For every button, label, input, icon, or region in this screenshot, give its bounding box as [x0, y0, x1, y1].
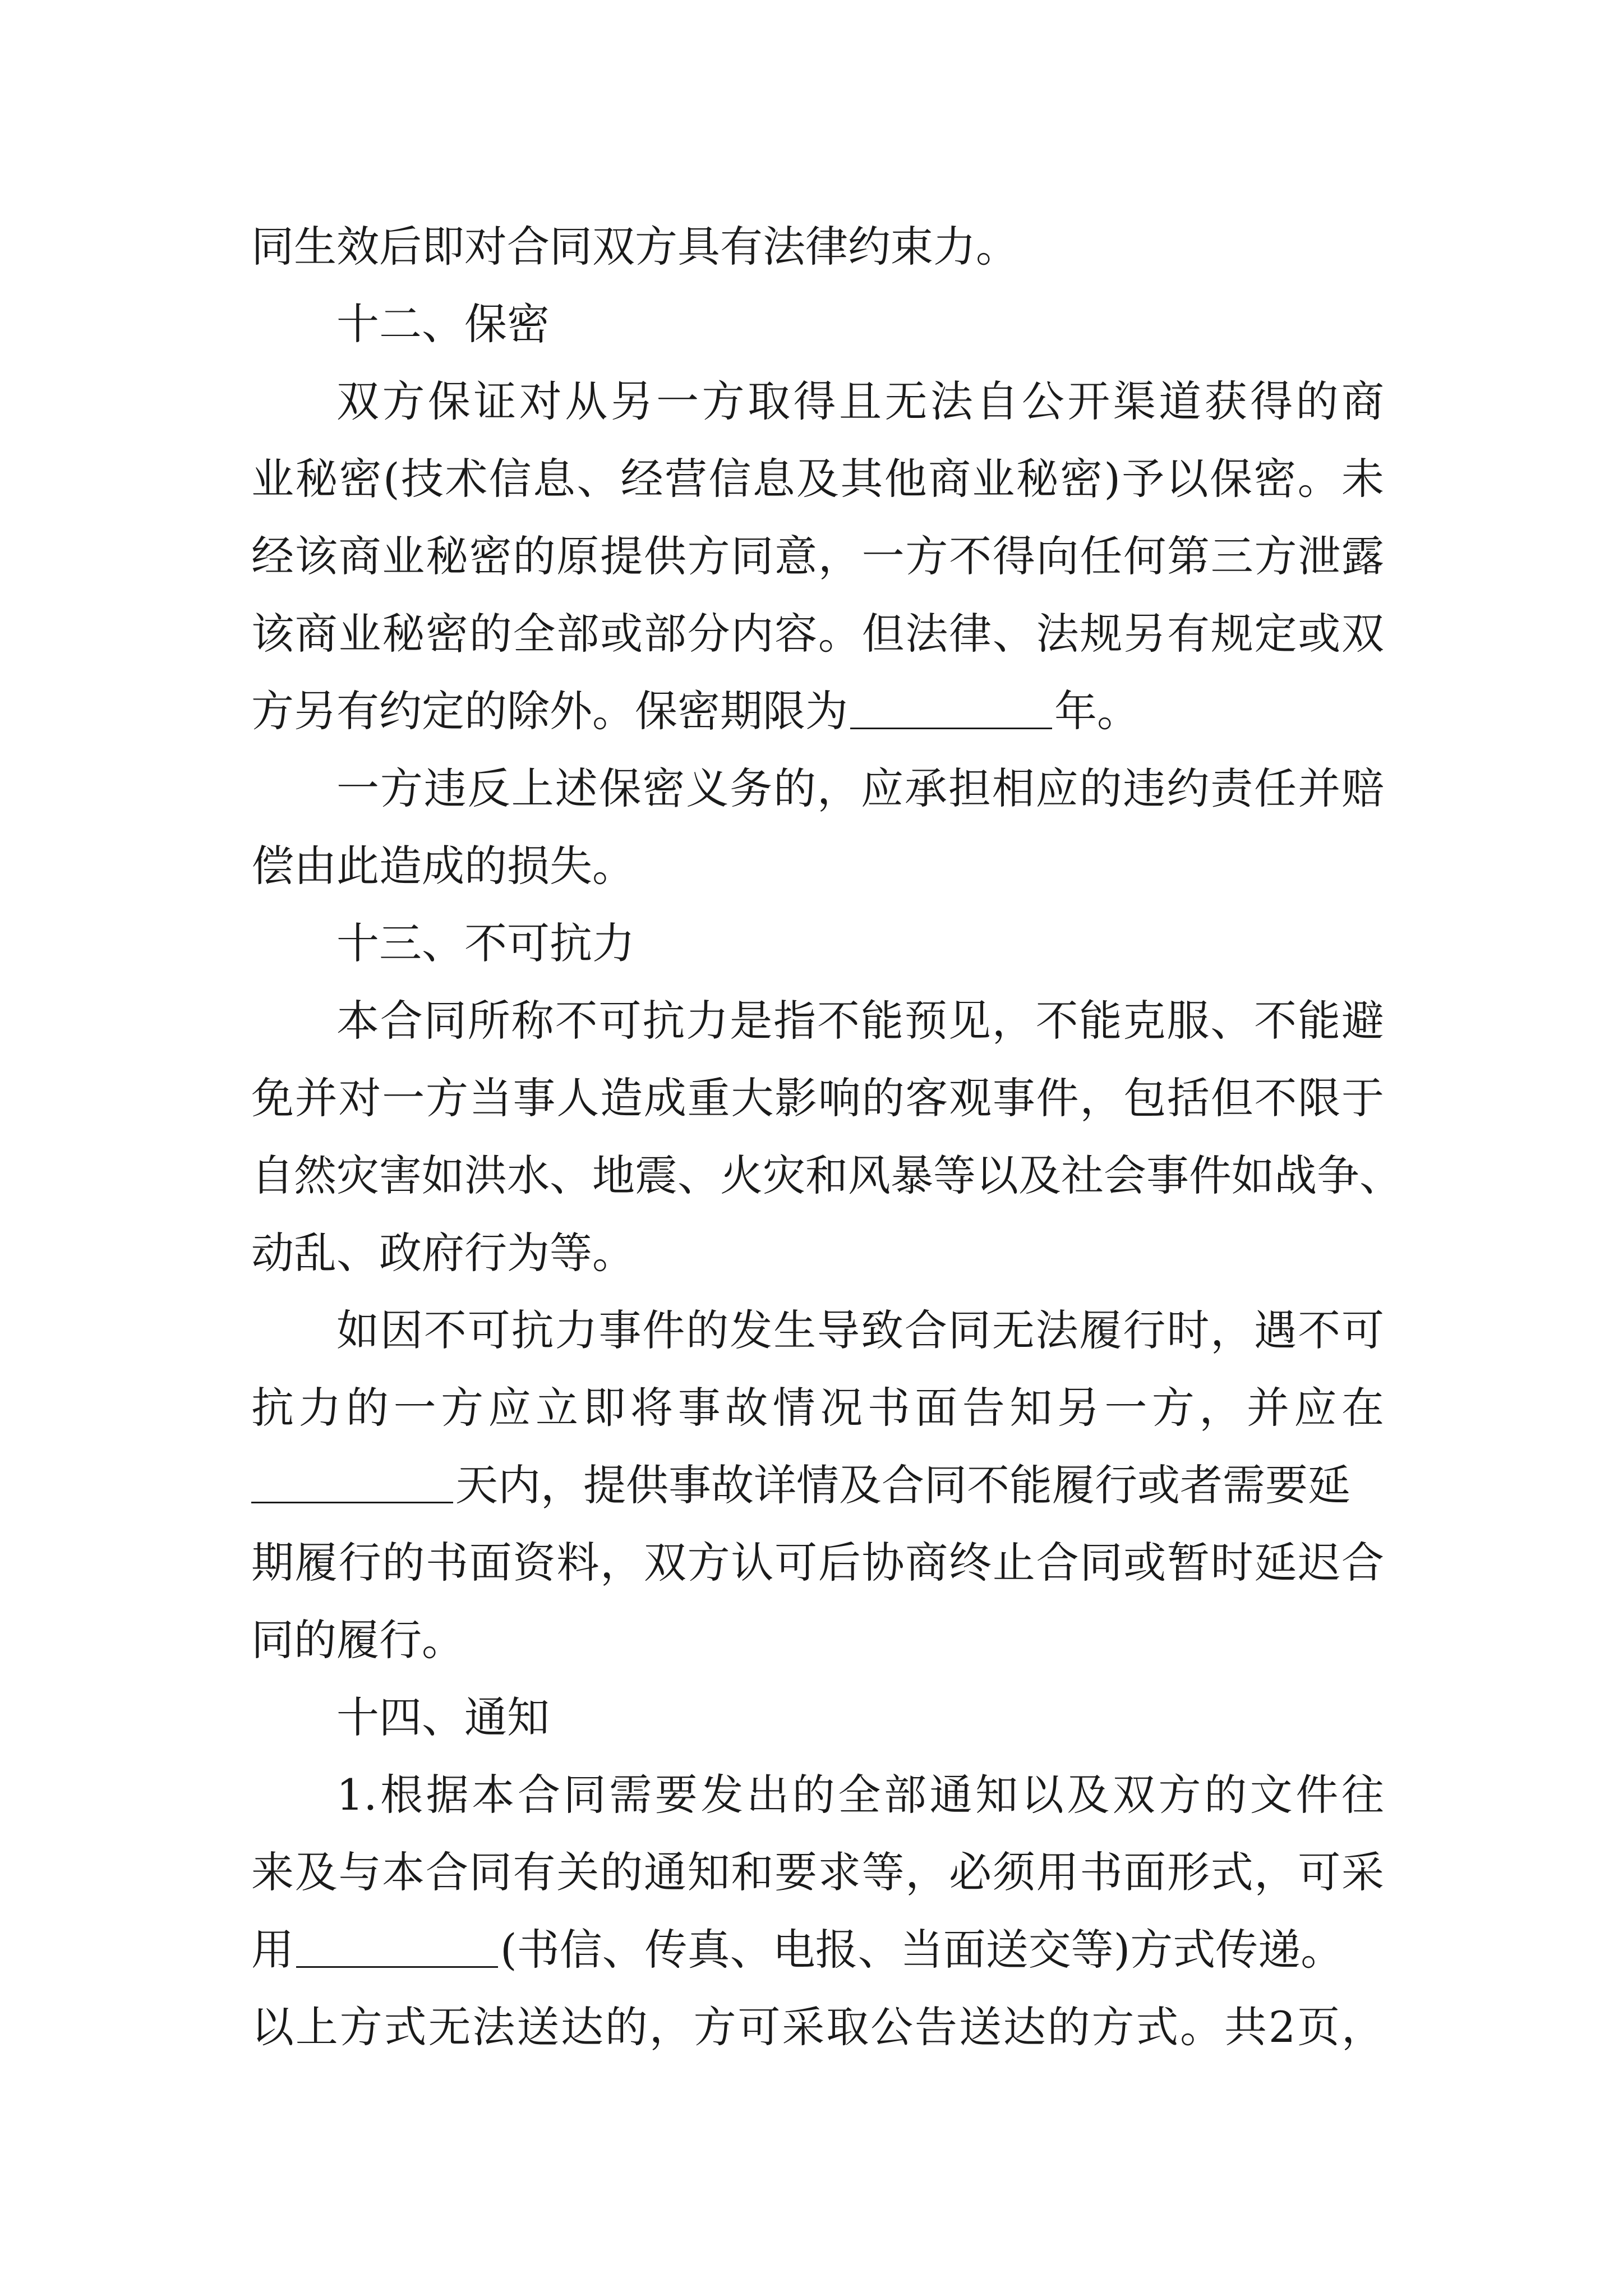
- body-line: 偿由此造成的损失。: [251, 841, 635, 891]
- section-heading-notice: 十四、通知: [336, 1692, 550, 1742]
- body-line: 一方违反上述保密义务的，应承担相应的违约责任并赔: [336, 763, 1384, 813]
- body-line: [251, 1446, 1350, 1525]
- body-line: 以上方式无法送达的，方可采取公告送达的方式。共2页，: [251, 2002, 1384, 2052]
- body-line: 经该商业秘密的原提供方同意，一方不得向任何第三方泄露: [251, 531, 1384, 581]
- body-line: 本合同所称不可抗力是指不能预见，不能克服、不能避: [336, 996, 1384, 1046]
- body-line: 1.根据本合同需要发出的全部通知以及双方的文件往: [336, 1770, 1384, 1820]
- body-line: 动乱、政府行为等。: [251, 1228, 635, 1278]
- body-line: 双方保证对从另一方取得且无法自公开渠道获得的商: [336, 376, 1384, 426]
- body-line: 期履行的书面资料，双方认可后协商终止合同或暂时延迟合: [251, 1538, 1384, 1588]
- body-line: 同生效后即对合同双方具有法律约束力。: [251, 222, 1018, 272]
- body-line: 如因不可抗力事件的发生导致合同无法履行时，遇不可: [336, 1305, 1384, 1355]
- body-line: 自然灾害如洪水、地震、火灾和风暴等以及社会事件如战争、: [251, 1151, 1402, 1200]
- body-line: [251, 1911, 1343, 1989]
- fill-in-blank: [296, 1924, 498, 1968]
- body-line: 来及与本合同有关的通知和要求等，必须用书面形式，可采: [251, 1847, 1384, 1897]
- body-line: 抗力的一方应立即将事故情况书面告知另一方，并应在: [251, 1383, 1384, 1433]
- text-segment: 年。: [1054, 686, 1140, 736]
- text-segment: 方另有约定的除外。保密期限为: [251, 686, 848, 736]
- section-heading-force-majeure: 十三、不可抗力: [336, 918, 635, 968]
- section-heading-confidentiality: 十二、保密: [336, 299, 550, 349]
- text-segment: (书信、传真、电报、当面送交等)方式传递。: [500, 1925, 1344, 1975]
- body-line: 业秘密(技术信息、经营信息及其他商业秘密)予以保密。未: [251, 454, 1384, 504]
- body-line: 该商业秘密的全部或部分内容。但法律、法规另有规定或双: [251, 609, 1384, 659]
- fill-in-blank: [251, 1459, 453, 1503]
- text-segment: 天内，提供事故详情及合同不能履行或者需要延: [455, 1460, 1350, 1510]
- fill-in-blank: [850, 685, 1052, 729]
- body-line: 免并对一方当事人造成重大影响的客观事件，包括但不限于: [251, 1073, 1384, 1123]
- body-line: [251, 672, 1140, 751]
- body-line: 同的履行。: [251, 1615, 464, 1665]
- text-segment: 用: [251, 1925, 294, 1975]
